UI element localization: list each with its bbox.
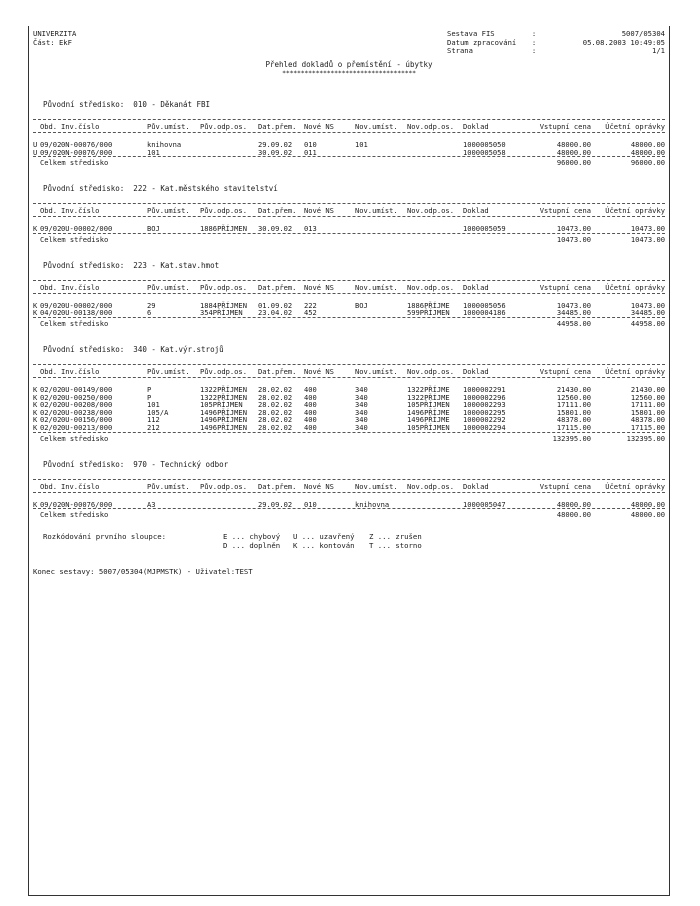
cell-dat-prem: 29.09.02 bbox=[258, 499, 293, 509]
cell-puv-umist: 101 bbox=[147, 147, 160, 157]
cell-nove-ns: 452 bbox=[304, 308, 317, 318]
page-label: Strana bbox=[447, 46, 473, 55]
cell-dat-prem: 29.09.02 bbox=[258, 140, 293, 149]
total-ucetni-opravky: 44958.00 bbox=[630, 319, 665, 328]
cell-inv: 0N-00076/000 bbox=[61, 140, 113, 149]
column-header-obd: Obd. bbox=[40, 367, 58, 376]
legend-item: T ... storno bbox=[369, 541, 422, 551]
column-header-dat-prem: Dat.přem. bbox=[258, 122, 297, 131]
cell-a: K bbox=[33, 224, 38, 234]
column-header-inv: Inv.číslo bbox=[61, 481, 100, 491]
processing-date: 05.08.2003 10:49:05 bbox=[582, 37, 665, 47]
cell-a: U bbox=[33, 140, 38, 149]
cell-puv-odp: 1322PŘÍJMEN bbox=[200, 392, 247, 402]
cell-dat-prem: 30.09.02 bbox=[258, 147, 293, 157]
cell-obd: 09/02 bbox=[40, 300, 62, 310]
total-ucetni-opravky: 132395.00 bbox=[626, 433, 665, 443]
cell-nove-ns: 400 bbox=[304, 407, 317, 417]
total-vstupni-cena: 132395.00 bbox=[552, 433, 591, 443]
cell-nov-umist: 340 bbox=[355, 423, 368, 432]
section-title: Původní středisko: 222 - Kat.městského stavitelství bbox=[43, 184, 278, 194]
column-header-inv: Inv.číslo bbox=[61, 122, 100, 131]
report-page bbox=[28, 26, 670, 896]
cell-ucetni: 10473.00 bbox=[630, 224, 665, 234]
column-header-vstupni: Vstupní cena bbox=[539, 122, 591, 131]
header-left bbox=[33, 30, 76, 47]
column-header-doklad: Doklad bbox=[463, 282, 489, 292]
column-header-row bbox=[29, 482, 671, 491]
cell-obd: 04/02 bbox=[40, 308, 62, 318]
report-id: 5007/05304 bbox=[621, 29, 665, 38]
section-title: Původní středisko: 970 - Technický odbor bbox=[43, 459, 229, 469]
cell-nov-umist: knihovna bbox=[355, 499, 390, 509]
column-header-doklad: Doklad bbox=[463, 206, 489, 216]
cell-a: K bbox=[33, 423, 38, 432]
cell-nov-umist: 340 bbox=[355, 392, 368, 402]
column-header-obd: Obd. bbox=[40, 282, 58, 292]
column-header-nove-ns: Nové NS bbox=[304, 367, 334, 376]
cell-ucetni: 17111.00 bbox=[630, 400, 665, 410]
cell-nov-odp: 1886PŘÍJME bbox=[407, 300, 450, 310]
section-total-row bbox=[29, 158, 671, 167]
cell-nov-umist: BOJ bbox=[355, 300, 368, 310]
cell-nov-odp: 105PŘÍJMEN bbox=[407, 423, 450, 432]
column-header-nov-odp: Nov.odp.os. bbox=[407, 206, 454, 216]
column-header-inv: Inv.číslo bbox=[61, 206, 100, 216]
cell-vstupni: 48000.00 bbox=[556, 147, 591, 157]
total-label: Celkem středisko bbox=[40, 234, 109, 244]
column-header-puv-odp: Pův.odp.os. bbox=[200, 206, 247, 216]
cell-nove-ns: 222 bbox=[304, 300, 317, 310]
cell-nove-ns: 010 bbox=[304, 499, 317, 509]
dashed-separator bbox=[33, 377, 665, 378]
column-header-obd: Obd. bbox=[40, 122, 58, 131]
dashed-separator bbox=[33, 432, 665, 433]
cell-doklad: 1000005047 bbox=[463, 499, 506, 509]
column-header-nov-odp: Nov.odp.os. bbox=[407, 122, 454, 131]
column-header-nov-umist: Nov.umíst. bbox=[355, 206, 398, 216]
column-header-puv-odp: Pův.odp.os. bbox=[200, 122, 247, 131]
total-ucetni-opravky: 96000.00 bbox=[630, 158, 665, 168]
cell-nov-odp: 1322PŘÍJME bbox=[407, 385, 450, 394]
cell-inv: 0U-00208/000 bbox=[61, 400, 113, 410]
cell-ucetni: 10473.00 bbox=[630, 300, 665, 310]
cell-nov-odp: 599PŘÍJMEN bbox=[407, 308, 450, 318]
cell-inv: 0U-00002/000 bbox=[61, 224, 113, 234]
legend-label: Rozkódování prvního sloupce: bbox=[43, 532, 167, 542]
column-header-puv-umist: Pův.umíst. bbox=[147, 481, 190, 491]
dashed-separator bbox=[33, 233, 665, 234]
column-header-ucetni: Účetní oprávky bbox=[605, 282, 665, 292]
cell-inv: 0U-00213/000 bbox=[61, 423, 113, 432]
cell-doklad: 1000002294 bbox=[463, 423, 506, 432]
cell-a: K bbox=[33, 400, 38, 410]
cell-vstupni: 10473.00 bbox=[556, 300, 591, 310]
cell-dat-prem: 28.02.02 bbox=[258, 385, 293, 394]
column-header-puv-umist: Pův.umíst. bbox=[147, 282, 190, 292]
dashed-separator bbox=[33, 293, 665, 294]
cell-nove-ns: 400 bbox=[304, 415, 317, 425]
column-header-vstupni: Vstupní cena bbox=[539, 367, 591, 376]
column-header-row bbox=[29, 283, 671, 292]
total-vstupni-cena: 96000.00 bbox=[556, 158, 591, 168]
cell-doklad: 1000002292 bbox=[463, 415, 506, 425]
cell-obd: 02/02 bbox=[40, 415, 62, 425]
total-label: Celkem středisko bbox=[40, 158, 109, 168]
university-name: UNIVERZITA bbox=[33, 29, 77, 38]
column-header-dat-prem: Dat.přem. bbox=[258, 282, 297, 292]
column-header-ucetni: Účetní oprávky bbox=[605, 122, 665, 131]
cell-dat-prem: 28.02.02 bbox=[258, 400, 293, 410]
cell-puv-umist: 105/A bbox=[147, 407, 169, 417]
cell-inv: 0U-00250/000 bbox=[61, 392, 113, 402]
cell-obd: 09/02 bbox=[40, 224, 62, 234]
cell-a: K bbox=[33, 385, 38, 394]
cell-ucetni: 21430.00 bbox=[630, 385, 665, 394]
cell-puv-umist: 29 bbox=[147, 300, 156, 310]
total-vstupni-cena: 10473.00 bbox=[556, 234, 591, 244]
cell-dat-prem: 28.02.02 bbox=[258, 407, 293, 417]
page-number: 1/1 bbox=[652, 46, 665, 55]
total-vstupni-cena: 44958.00 bbox=[556, 319, 591, 328]
cell-puv-umist: 101 bbox=[147, 400, 160, 410]
section-total-row bbox=[29, 319, 671, 328]
cell-puv-umist: 6 bbox=[147, 308, 152, 318]
cell-doklad: 1000005056 bbox=[463, 300, 506, 310]
cell-nov-odp: 1496PŘÍJME bbox=[407, 415, 450, 425]
cell-a: K bbox=[33, 415, 38, 425]
cell-nov-umist: 340 bbox=[355, 385, 368, 394]
cell-puv-odp: 1886PŘÍJMEN bbox=[200, 224, 247, 234]
total-ucetni-opravky: 48000.00 bbox=[630, 510, 665, 520]
cell-doklad: 1000002296 bbox=[463, 392, 506, 402]
cell-nov-odp: 105PŘÍJMEN bbox=[407, 400, 450, 410]
cell-doklad: 1000002291 bbox=[463, 385, 506, 394]
cell-obd: 02/02 bbox=[40, 423, 62, 432]
cell-inv: 0U-00156/000 bbox=[61, 415, 113, 425]
title-stars: ************************************ bbox=[282, 70, 416, 76]
colon: : bbox=[531, 46, 537, 55]
cell-nov-umist: 340 bbox=[355, 400, 368, 410]
report-footer: Konec sestavy: 5007/05304(MJPMSTK) - Uživatel:TEST bbox=[33, 567, 253, 577]
cell-nov-odp: 1496PŘÍJME bbox=[407, 407, 450, 417]
cell-dat-prem: 28.02.02 bbox=[258, 423, 293, 432]
column-header-doklad: Doklad bbox=[463, 367, 489, 376]
cell-puv-umist: P bbox=[147, 385, 152, 394]
cell-a: K bbox=[33, 407, 38, 417]
cell-ucetni: 48000.00 bbox=[630, 147, 665, 157]
cell-obd: 09/02 bbox=[40, 499, 62, 509]
total-label: Celkem středisko bbox=[40, 319, 109, 328]
cell-inv: 0U-00002/000 bbox=[61, 300, 113, 310]
colon: : bbox=[531, 37, 537, 47]
cell-inv: 0U-00138/000 bbox=[61, 308, 113, 318]
column-header-obd: Obd. bbox=[40, 206, 58, 216]
section-title: Původní středisko: 223 - Kat.stav.hmot bbox=[43, 260, 220, 270]
cell-obd: 09/02 bbox=[40, 147, 62, 157]
section-total-row bbox=[29, 434, 671, 443]
total-label: Celkem středisko bbox=[40, 510, 109, 520]
column-header-vstupni: Vstupní cena bbox=[539, 206, 591, 216]
date-label: Datum zpracování bbox=[447, 37, 517, 47]
column-header-puv-umist: Pův.umíst. bbox=[147, 367, 190, 376]
cell-puv-odp: 1322PŘÍJMEN bbox=[200, 385, 247, 394]
cell-obd: 02/02 bbox=[40, 407, 62, 417]
report-label: Sestava FIS bbox=[447, 29, 495, 38]
column-header-nove-ns: Nové NS bbox=[304, 206, 334, 216]
cell-dat-prem: 28.02.02 bbox=[258, 415, 293, 425]
cell-vstupni: 17115.00 bbox=[556, 423, 591, 432]
column-header-nov-umist: Nov.umíst. bbox=[355, 481, 398, 491]
cell-dat-prem: 28.02.02 bbox=[258, 392, 293, 402]
cell-ucetni: 34485.00 bbox=[630, 308, 665, 318]
cell-doklad: 1000005058 bbox=[463, 147, 506, 157]
cell-doklad: 1000005050 bbox=[463, 140, 506, 149]
cell-vstupni: 48378.00 bbox=[556, 415, 591, 425]
cell-puv-umist: P bbox=[147, 392, 152, 402]
column-header-inv: Inv.číslo bbox=[61, 282, 100, 292]
cell-nove-ns: 010 bbox=[304, 140, 317, 149]
cell-vstupni: 21430.00 bbox=[556, 385, 591, 394]
cell-nov-umist: 340 bbox=[355, 407, 368, 417]
report-title: Přehled dokladů o přemístění - úbytky bbox=[265, 60, 433, 69]
legend-item: E ... chybový bbox=[223, 532, 281, 542]
column-header-dat-prem: Dat.přem. bbox=[258, 481, 297, 491]
column-header-nove-ns: Nové NS bbox=[304, 481, 334, 491]
cell-vstupni: 10473.00 bbox=[556, 224, 591, 234]
column-header-nov-odp: Nov.odp.os. bbox=[407, 367, 454, 376]
cell-ucetni: 48000.00 bbox=[630, 499, 665, 509]
colon: : bbox=[531, 29, 537, 38]
section-total-row bbox=[29, 235, 671, 244]
cell-puv-umist: 212 bbox=[147, 423, 160, 432]
cell-nove-ns: 011 bbox=[304, 147, 317, 157]
cell-ucetni: 48378.00 bbox=[630, 415, 665, 425]
cell-ucetni: 17115.00 bbox=[630, 423, 665, 432]
dashed-separator bbox=[33, 280, 665, 281]
column-header-puv-odp: Pův.odp.os. bbox=[200, 367, 247, 376]
cell-a: K bbox=[33, 308, 38, 318]
section-title: Původní středisko: 340 - Kat.výr.strojů bbox=[43, 345, 224, 354]
cell-a: K bbox=[33, 392, 38, 402]
total-ucetni-opravky: 10473.00 bbox=[630, 234, 665, 244]
legend-item: U ... uzavřený bbox=[293, 532, 355, 542]
dashed-separator bbox=[33, 119, 665, 120]
cell-vstupni: 48000.00 bbox=[556, 499, 591, 509]
cell-vstupni: 34485.00 bbox=[556, 308, 591, 318]
column-header-puv-umist: Pův.umíst. bbox=[147, 206, 190, 216]
dashed-separator bbox=[33, 479, 665, 480]
legend-item: Z ... zrušen bbox=[369, 532, 422, 542]
cell-puv-odp: 1884PŘÍJMEN bbox=[200, 300, 247, 310]
dashed-separator bbox=[33, 216, 665, 217]
column-header-ucetni: Účetní oprávky bbox=[605, 367, 665, 376]
cell-nove-ns: 400 bbox=[304, 423, 317, 432]
cell-obd: 02/02 bbox=[40, 400, 62, 410]
cell-vstupni: 15801.00 bbox=[556, 407, 591, 417]
cell-nove-ns: 013 bbox=[304, 224, 317, 234]
column-header-nov-odp: Nov.odp.os. bbox=[407, 481, 454, 491]
cell-doklad: 1000002293 bbox=[463, 400, 506, 410]
column-header-vstupni: Vstupní cena bbox=[539, 481, 591, 491]
column-header-doklad: Doklad bbox=[463, 122, 489, 131]
dashed-separator bbox=[33, 132, 665, 133]
cell-puv-umist: A3 bbox=[147, 499, 156, 509]
cell-puv-umist: knihovna bbox=[147, 140, 182, 149]
cell-puv-umist: BOJ bbox=[147, 224, 160, 234]
column-header-nove-ns: Nové NS bbox=[304, 122, 334, 131]
legend-item: K ... kontován bbox=[293, 541, 355, 551]
cell-puv-odp: 1496PŘÍJMEN bbox=[200, 407, 247, 417]
column-header-doklad: Doklad bbox=[463, 481, 489, 491]
cell-doklad: 1000004186 bbox=[463, 308, 506, 318]
cell-nov-umist: 101 bbox=[355, 140, 368, 149]
dashed-separator bbox=[33, 364, 665, 365]
column-header-ucetni: Účetní oprávky bbox=[605, 206, 665, 216]
part-name: Část: EkF bbox=[33, 37, 72, 47]
dashed-separator bbox=[33, 508, 665, 509]
cell-obd: 02/02 bbox=[40, 392, 62, 402]
column-header-vstupni: Vstupní cena bbox=[539, 282, 591, 292]
cell-puv-odp: 354PŘÍJMEN bbox=[200, 308, 243, 318]
cell-ucetni: 12560.00 bbox=[630, 392, 665, 402]
dashed-separator bbox=[33, 203, 665, 204]
cell-inv: 0U-00149/000 bbox=[61, 385, 113, 394]
column-header-puv-umist: Pův.umíst. bbox=[147, 122, 190, 131]
cell-a: K bbox=[33, 499, 38, 509]
column-header-inv: Inv.číslo bbox=[61, 367, 100, 376]
cell-dat-prem: 23.04.02 bbox=[258, 308, 293, 318]
cell-a: U bbox=[33, 147, 38, 157]
cell-ucetni: 48000.00 bbox=[630, 140, 665, 149]
cell-obd: 09/02 bbox=[40, 140, 62, 149]
cell-puv-odp: 105PŘÍJMEN bbox=[200, 400, 243, 410]
cell-dat-prem: 30.09.02 bbox=[258, 224, 293, 234]
column-header-row bbox=[29, 367, 671, 376]
cell-puv-umist: 112 bbox=[147, 415, 160, 425]
title-underline bbox=[29, 70, 669, 77]
column-header-row bbox=[29, 206, 671, 215]
column-header-nov-odp: Nov.odp.os. bbox=[407, 282, 454, 292]
column-header-dat-prem: Dat.přem. bbox=[258, 206, 297, 216]
cell-doklad: 1000002295 bbox=[463, 407, 506, 417]
cell-puv-odp: 1496PŘÍJMEN bbox=[200, 415, 247, 425]
cell-inv: 0U-00238/000 bbox=[61, 407, 113, 417]
column-header-dat-prem: Dat.přem. bbox=[258, 367, 297, 376]
column-header-nov-umist: Nov.umíst. bbox=[355, 282, 398, 292]
cell-obd: 02/02 bbox=[40, 385, 62, 394]
cell-dat-prem: 01.09.02 bbox=[258, 300, 293, 310]
total-label: Celkem středisko bbox=[40, 433, 109, 443]
column-header-ucetni: Účetní oprávky bbox=[605, 481, 665, 491]
cell-a: K bbox=[33, 300, 38, 310]
column-header-obd: Obd. bbox=[40, 481, 58, 491]
column-header-row bbox=[29, 122, 671, 131]
column-header-nov-umist: Nov.umíst. bbox=[355, 367, 398, 376]
section-title: Původní středisko: 010 - Děkanát FBI bbox=[43, 100, 211, 109]
cell-nove-ns: 400 bbox=[304, 392, 317, 402]
header-right bbox=[447, 30, 665, 56]
column-header-nov-umist: Nov.umíst. bbox=[355, 122, 398, 131]
dashed-separator bbox=[33, 156, 665, 157]
section-total-row bbox=[29, 510, 671, 519]
dashed-separator bbox=[33, 492, 665, 493]
total-vstupni-cena: 48000.00 bbox=[556, 510, 591, 520]
column-header-puv-odp: Pův.odp.os. bbox=[200, 481, 247, 491]
cell-vstupni: 17111.00 bbox=[556, 400, 591, 410]
cell-nove-ns: 400 bbox=[304, 385, 317, 394]
column-header-nove-ns: Nové NS bbox=[304, 282, 334, 292]
cell-nove-ns: 400 bbox=[304, 400, 317, 410]
cell-nov-umist: 340 bbox=[355, 415, 368, 425]
cell-nov-odp: 1322PŘÍJME bbox=[407, 392, 450, 402]
cell-inv: 0N-00076/000 bbox=[61, 499, 113, 509]
cell-puv-odp: 1496PŘÍJMEN bbox=[200, 423, 247, 432]
cell-doklad: 1000005059 bbox=[463, 224, 506, 234]
cell-ucetni: 15801.00 bbox=[630, 407, 665, 417]
cell-vstupni: 12560.00 bbox=[556, 392, 591, 402]
cell-vstupni: 48000.00 bbox=[556, 140, 591, 149]
cell-inv: 0N-00076/000 bbox=[61, 147, 113, 157]
dashed-separator bbox=[33, 317, 665, 318]
column-header-puv-odp: Pův.odp.os. bbox=[200, 282, 247, 292]
legend-item: D ... doplněn bbox=[223, 541, 281, 551]
